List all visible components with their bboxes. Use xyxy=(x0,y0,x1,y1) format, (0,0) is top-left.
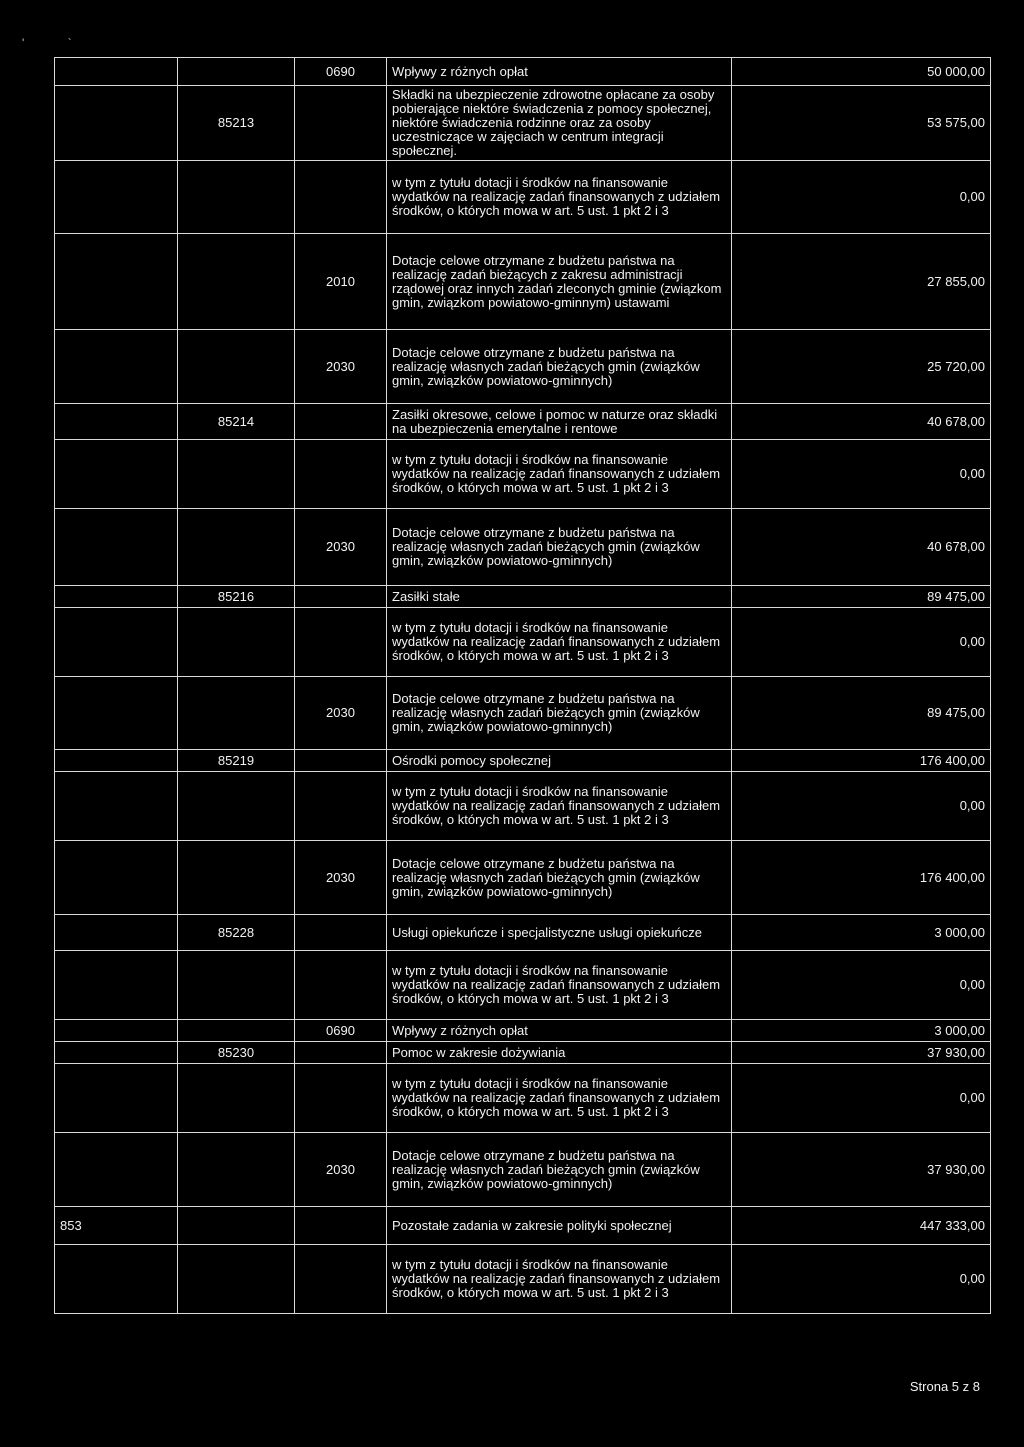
paragraf-cell xyxy=(295,772,387,841)
description-cell: Zasiłki stałe xyxy=(387,586,732,608)
rozdzial-cell: 85213 xyxy=(178,86,295,161)
rozdzial-cell xyxy=(178,330,295,404)
paragraf-cell: 2030 xyxy=(295,677,387,750)
dzial-cell xyxy=(55,750,178,772)
rozdzial-cell xyxy=(178,677,295,750)
paragraf-cell: 0690 xyxy=(295,1020,387,1042)
amount-cell: 37 930,00 xyxy=(732,1133,991,1207)
amount-cell: 40 678,00 xyxy=(732,404,991,440)
paragraf-cell: 2030 xyxy=(295,509,387,586)
rozdzial-cell xyxy=(178,161,295,234)
table-row xyxy=(55,58,991,86)
dzial-cell xyxy=(55,677,178,750)
rozdzial-cell xyxy=(178,509,295,586)
paragraf-cell xyxy=(295,750,387,772)
dzial-cell xyxy=(55,1020,178,1042)
dzial-cell xyxy=(55,161,178,234)
table-row xyxy=(55,1020,991,1042)
dzial-cell xyxy=(55,440,178,509)
paragraf-cell xyxy=(295,586,387,608)
description-cell: Usługi opiekuńcze i specjalistyczne usługi opiekuńcze xyxy=(387,915,732,951)
rozdzial-cell: 85216 xyxy=(178,586,295,608)
amount-cell: 50 000,00 xyxy=(732,58,991,86)
budget-table-body xyxy=(55,58,991,1314)
paragraf-cell xyxy=(295,1042,387,1064)
dzial-cell xyxy=(55,1042,178,1064)
rozdzial-cell xyxy=(178,58,295,86)
rozdzial-cell: 85219 xyxy=(178,750,295,772)
amount-cell: 0,00 xyxy=(732,608,991,677)
paragraf-cell xyxy=(295,440,387,509)
amount-cell: 176 400,00 xyxy=(732,841,991,915)
dzial-cell xyxy=(55,608,178,677)
description-cell: Dotacje celowe otrzymane z budżetu państwa na realizację własnych zadań bieżących gmin (związków gmin, związków powiatowo-gminnych) xyxy=(387,677,732,750)
description-cell: Ośrodki pomocy społecznej xyxy=(387,750,732,772)
amount-cell: 25 720,00 xyxy=(732,330,991,404)
table-row xyxy=(55,509,991,586)
amount-cell: 447 333,00 xyxy=(732,1207,991,1245)
table-row xyxy=(55,234,991,330)
page-number: Strona 5 z 8 xyxy=(909,1379,980,1394)
table-row xyxy=(55,1064,991,1133)
paragraf-cell: 2030 xyxy=(295,1133,387,1207)
description-cell: Dotacje celowe otrzymane z budżetu państwa na realizację własnych zadań bieżących gmin (związków gmin, związków powiatowo-gminnych) xyxy=(387,1133,732,1207)
table-row xyxy=(55,608,991,677)
rozdzial-cell xyxy=(178,1245,295,1314)
amount-cell: 0,00 xyxy=(732,440,991,509)
paragraf-cell: 0690 xyxy=(295,58,387,86)
paragraf-cell: 2010 xyxy=(295,234,387,330)
description-cell: Dotacje celowe otrzymane z budżetu państwa na realizację własnych zadań bieżących gmin (związków gmin, związków powiatowo-gminnych) xyxy=(387,509,732,586)
amount-cell: 27 855,00 xyxy=(732,234,991,330)
amount-cell: 53 575,00 xyxy=(732,86,991,161)
table-row xyxy=(55,86,991,161)
description-cell: Dotacje celowe otrzymane z budżetu państwa na realizację własnych zadań bieżących gmin (związków gmin, związków powiatowo-gminnych) xyxy=(387,330,732,404)
paragraf-cell xyxy=(295,951,387,1020)
description-cell: Zasiłki okresowe, celowe i pomoc w naturze oraz składki na ubezpieczenia emerytalne i rentowe xyxy=(387,404,732,440)
rozdzial-cell xyxy=(178,1133,295,1207)
description-cell: Dotacje celowe otrzymane z budżetu państwa na realizację własnych zadań bieżących gmin (związków gmin, związków powiatowo-gminnych) xyxy=(387,841,732,915)
rozdzial-cell xyxy=(178,951,295,1020)
description-cell: Wpływy z różnych opłat xyxy=(387,58,732,86)
dzial-cell xyxy=(55,330,178,404)
amount-cell: 89 475,00 xyxy=(732,586,991,608)
dzial-cell xyxy=(55,915,178,951)
dzial-cell xyxy=(55,86,178,161)
paragraf-cell xyxy=(295,608,387,677)
rozdzial-cell xyxy=(178,1064,295,1133)
rozdzial-cell xyxy=(178,841,295,915)
rozdzial-cell: 85230 xyxy=(178,1042,295,1064)
paragraf-cell xyxy=(295,1245,387,1314)
description-cell: w tym z tytułu dotacji i środków na finansowanie wydatków na realizację zadań finansowanych z udziałem środków, o których mowa w art. 5 ust. 1 pkt 2 i 3 xyxy=(387,161,732,234)
amount-cell: 37 930,00 xyxy=(732,1042,991,1064)
dzial-cell xyxy=(55,404,178,440)
table-row xyxy=(55,1133,991,1207)
table-row xyxy=(55,330,991,404)
table-row xyxy=(55,404,991,440)
paragraf-cell xyxy=(295,161,387,234)
table-row xyxy=(55,915,991,951)
description-cell: w tym z tytułu dotacji i środków na finansowanie wydatków na realizację zadań finansowanych z udziałem środków, o których mowa w art. 5 ust. 1 pkt 2 i 3 xyxy=(387,1245,732,1314)
amount-cell: 0,00 xyxy=(732,951,991,1020)
dzial-cell xyxy=(55,586,178,608)
amount-cell: 3 000,00 xyxy=(732,915,991,951)
description-cell: Pozostałe zadania w zakresie polityki społecznej xyxy=(387,1207,732,1245)
dzial-cell xyxy=(55,951,178,1020)
rozdzial-cell xyxy=(178,1207,295,1245)
description-cell: w tym z tytułu dotacji i środków na finansowanie wydatków na realizację zadań finansowanych z udziałem środków, o których mowa w art. 5 ust. 1 pkt 2 i 3 xyxy=(387,772,732,841)
paragraf-cell xyxy=(295,404,387,440)
description-cell: w tym z tytułu dotacji i środków na finansowanie wydatków na realizację zadań finansowanych z udziałem środków, o których mowa w art. 5 ust. 1 pkt 2 i 3 xyxy=(387,1064,732,1133)
dzial-cell xyxy=(55,772,178,841)
paragraf-cell xyxy=(295,1207,387,1245)
amount-cell: 0,00 xyxy=(732,1064,991,1133)
description-cell: w tym z tytułu dotacji i środków na finansowanie wydatków na realizację zadań finansowanych z udziałem środków, o których mowa w art. 5 ust. 1 pkt 2 i 3 xyxy=(387,608,732,677)
dzial-cell xyxy=(55,509,178,586)
dzial-cell xyxy=(55,234,178,330)
table-row xyxy=(55,951,991,1020)
rozdzial-cell: 85214 xyxy=(178,404,295,440)
dzial-cell xyxy=(55,58,178,86)
table-row xyxy=(55,1042,991,1064)
dzial-cell xyxy=(55,1064,178,1133)
paragraf-cell xyxy=(295,915,387,951)
table-row xyxy=(55,1245,991,1314)
paragraf-cell: 2030 xyxy=(295,841,387,915)
rozdzial-cell xyxy=(178,1020,295,1042)
description-cell: Składki na ubezpieczenie zdrowotne opłacane za osoby pobierające niektóre świadczenia z pomocy społecznej, niektóre świadczenia rodzinne oraz za osoby uczestniczące w zajęciach w centrum integracji społecznej. xyxy=(387,86,732,161)
table-row xyxy=(55,1207,991,1245)
amount-cell: 89 475,00 xyxy=(732,677,991,750)
scan-marks: ' ` xyxy=(22,36,92,50)
dzial-cell xyxy=(55,1245,178,1314)
amount-cell: 40 678,00 xyxy=(732,509,991,586)
description-cell: w tym z tytułu dotacji i środków na finansowanie wydatków na realizację zadań finansowanych z udziałem środków, o których mowa w art. 5 ust. 1 pkt 2 i 3 xyxy=(387,440,732,509)
table-row xyxy=(55,586,991,608)
table-row xyxy=(55,440,991,509)
table-row xyxy=(55,161,991,234)
description-cell: w tym z tytułu dotacji i środków na finansowanie wydatków na realizację zadań finansowanych z udziałem środków, o których mowa w art. 5 ust. 1 pkt 2 i 3 xyxy=(387,951,732,1020)
description-cell: Wpływy z różnych opłat xyxy=(387,1020,732,1042)
rozdzial-cell xyxy=(178,440,295,509)
description-cell: Dotacje celowe otrzymane z budżetu państwa na realizację zadań bieżących z zakresu administracji rządowej oraz innych zadań zleconych gminie (związkom gmin, związkom powiatowo-gminnym) ustawami xyxy=(387,234,732,330)
table-row xyxy=(55,841,991,915)
paragraf-cell xyxy=(295,1064,387,1133)
dzial-cell: 853 xyxy=(55,1207,178,1245)
dzial-cell xyxy=(55,1133,178,1207)
amount-cell: 3 000,00 xyxy=(732,1020,991,1042)
amount-cell: 0,00 xyxy=(732,1245,991,1314)
table-row xyxy=(55,750,991,772)
rozdzial-cell xyxy=(178,608,295,677)
amount-cell: 0,00 xyxy=(732,772,991,841)
dzial-cell xyxy=(55,841,178,915)
paragraf-cell: 2030 xyxy=(295,330,387,404)
description-cell: Pomoc w zakresie dożywiania xyxy=(387,1042,732,1064)
rozdzial-cell xyxy=(178,234,295,330)
table-row xyxy=(55,677,991,750)
budget-table xyxy=(54,57,991,1314)
amount-cell: 0,00 xyxy=(732,161,991,234)
rozdzial-cell: 85228 xyxy=(178,915,295,951)
table-row xyxy=(55,772,991,841)
amount-cell: 176 400,00 xyxy=(732,750,991,772)
paragraf-cell xyxy=(295,86,387,161)
rozdzial-cell xyxy=(178,772,295,841)
